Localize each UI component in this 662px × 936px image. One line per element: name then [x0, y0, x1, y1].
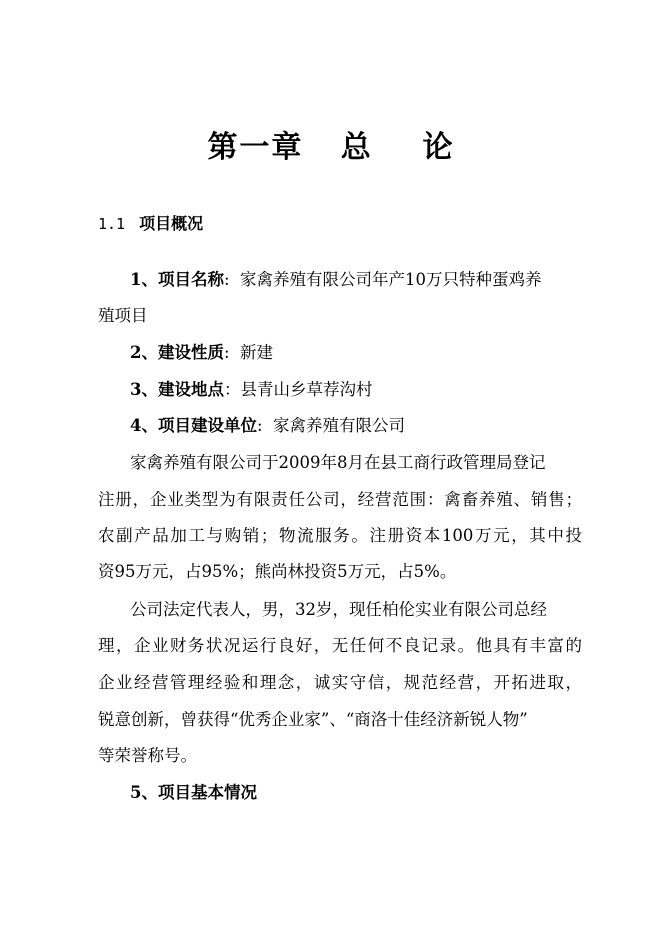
item-construction-unit — [130, 414, 405, 438]
item-colon: ： — [223, 380, 241, 399]
paragraph-representative-line: 等荣誉称号。 — [98, 746, 197, 765]
paragraph-representative-line: 理，企业财务状况运行良好，无任何不良记录。他具有丰富的 — [98, 636, 582, 655]
item-colon: : — [223, 343, 230, 362]
paragraph-representative-line: 锐意创新，曾获得“优秀企业家”、“商洛十佳经济新锐人物” — [98, 710, 528, 729]
chapter-title: 第一章 总 论 — [207, 130, 455, 165]
paragraph-company-line: 资95万元，占95%；熊尚林投资5万元，占5%。 — [98, 562, 457, 581]
item-project-name — [130, 268, 542, 292]
paragraph-representative-line: 公司法定代表人，男，32岁，现任柏伦实业有限公司总经 — [130, 600, 547, 619]
item-project-name-continuation: 殖项目 — [98, 306, 148, 325]
item-label: 3、建设地点 — [130, 380, 224, 399]
paragraph-company-line: 家禽养殖有限公司于2009年8月在县工商行政管理局登记 — [130, 453, 546, 472]
paragraph-company-line: 注册，企业类型为有限责任公司，经营范围：禽畜养殖、销售； — [98, 490, 582, 509]
item-construction-nature — [130, 341, 273, 365]
item-value: 新建 — [240, 343, 274, 362]
section-heading — [98, 212, 203, 236]
item-colon: : — [223, 270, 230, 289]
item-basic-info-heading: 5、项目基本情况 — [130, 783, 257, 802]
item-colon: : — [256, 416, 263, 435]
item-construction-site — [130, 378, 372, 402]
item-value: 家禽养殖有限公司 — [273, 416, 406, 435]
paragraph-representative-line: 企业经营管理经验和理念，诚实守信，规范经营，开拓进取， — [98, 673, 582, 692]
item-label: 1、项目名称 — [130, 270, 224, 289]
section-title: 项目概况 — [139, 214, 204, 233]
item-value: 县青山乡草荐沟村 — [240, 380, 373, 399]
item-value: 家禽养殖有限公司年产10万只特种蛋鸡养 — [240, 270, 542, 289]
item-label: 4、项目建设单位 — [130, 416, 257, 435]
paragraph-company-line: 农副产品加工与购销；物流服务。注册资本100万元，其中投 — [98, 526, 582, 545]
section-number: 1.1 — [98, 215, 126, 233]
item-label: 2、建设性质 — [130, 343, 224, 362]
